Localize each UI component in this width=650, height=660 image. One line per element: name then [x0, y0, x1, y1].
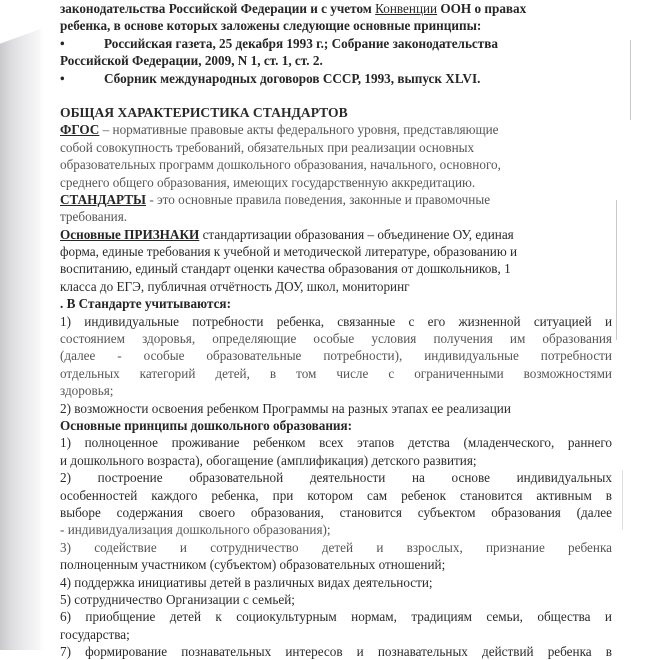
scan-corner-fold [0, 0, 44, 80]
signs-line: класса до ЕГЭ, публичная отчётность ДОУ, школ, мониторинг [60, 278, 410, 294]
scan-artifact-line [616, 200, 617, 340]
standards-line: требования. [60, 209, 128, 225]
bullet-marker: • [60, 35, 65, 51]
principle-line: и дошкольного возраста), обогащение (амплификация) детского развития; [60, 452, 477, 468]
bullet-item [60, 35, 612, 52]
considered-line: здоровья; [60, 383, 114, 399]
convention-link[interactable]: Конвенции [375, 1, 438, 16]
spacer [60, 87, 612, 104]
considered-line: (далее - особые образовательные потребности), индивидуальные потребности [60, 348, 612, 364]
principle-line: особенностей каждого ребенка, при котором сам ребенок становится активным в [60, 487, 612, 503]
principle-line: 7) формирование познавательных интересов и познавательных действий ребенка в [60, 644, 612, 660]
bullet-item [60, 70, 612, 87]
scan-artifact-line [630, 40, 631, 120]
principle-line: 6) приобщение детей к социокультурным нормам, традициям семьи, общества и [60, 609, 612, 625]
intro-text: ООН о правах [437, 1, 527, 16]
principle-line: полноценным участником (субъектом) образовательных отношений; [60, 557, 446, 573]
section-title: ОБЩАЯ ХАРАКТЕРИСТИКА СТАНДАРТОВ [60, 104, 348, 120]
considered-line: отдельных категорий детей, в том числе с ограниченными возможностями [60, 365, 612, 381]
fgos-term: ФГОС [60, 122, 100, 138]
standards-definition [60, 191, 612, 208]
principles-title: Основные принципы дошкольного образования: [60, 417, 353, 433]
considered-line: 1) индивидуальные потребности ребенка, связанные с его жизненной ситуацией и [60, 313, 612, 329]
principle-line: 2) построение образовательной деятельности на основе индивидуальных [60, 470, 612, 486]
intro-line-2: ребенка, в основе которых заложены следующие основные принципы: [60, 18, 482, 34]
considered-line: состоянием здоровья, определяющие особые условия получения им образования [60, 331, 612, 347]
bullet-continuation: Российской Федерации, 2009, N 1, ст. 1, ст. 2. [60, 53, 323, 69]
bullet-text: Сборник международных договоров СССР, 1993, выпуск XLVI. [104, 70, 481, 86]
document-page [60, 0, 612, 660]
signs-line: форма, единые требования к учебной и методической литературе, образованию и [60, 244, 518, 260]
signs-term: Основные ПРИЗНАКИ [60, 226, 200, 242]
signs-definition [60, 226, 612, 243]
scan-shadow-left [0, 0, 44, 650]
fgos-line: образовательных программ дошкольного образования, начального, основного, [60, 157, 501, 173]
principle-line: - индивидуализация дошкольного образования); [60, 522, 331, 538]
intro-line-1 [60, 0, 612, 17]
principle-line: государства; [60, 626, 130, 642]
signs-text: стандартизации образования – объединение ОУ, единая [199, 226, 514, 242]
standards-text: - это основные правила поведения, законные и правомочные [146, 191, 491, 207]
scan-artifact-line [622, 470, 623, 530]
standards-term: СТАНДАРТЫ [60, 191, 147, 207]
principle-line: 5) сотрудничество Организации с семьей; [60, 591, 295, 607]
fgos-definition [60, 121, 612, 138]
principle-line: 3) содействие и сотрудничество детей и взрослых, признание ребенка [60, 539, 612, 555]
considered-item-2: 2) возможности освоения ребенком Программы на разных этапах ее реализации [60, 400, 511, 416]
signs-line: воспитанию, единый стандарт оценки качества образования от дошкольников, 1 [60, 261, 511, 277]
considered-title: . В Стандарте учитываются: [60, 296, 231, 312]
bullet-text: Российская газета, 25 декабря 1993 г.; Собрание законодательства [104, 35, 498, 51]
fgos-line: собой совокупность требований, обязательных при реализации основных [60, 139, 475, 155]
intro-text: законодательства Российской Федерации и с учетом [60, 1, 376, 16]
principle-line: 1) полноценное проживание ребенком всех этапов детства (младенческого, раннего [60, 435, 612, 451]
bullet-marker: • [60, 70, 65, 86]
principle-line: выборе содержания своего образования, становится субъектом образования (далее [60, 504, 612, 520]
fgos-text: – нормативные правовые акты федерального уровня, представляющие [99, 122, 499, 138]
fgos-line: среднего общего образования, имеющих государственную аккредитацию. [60, 174, 476, 190]
principle-line: 4) поддержка инициативы детей в различных видах деятельности; [60, 574, 433, 590]
